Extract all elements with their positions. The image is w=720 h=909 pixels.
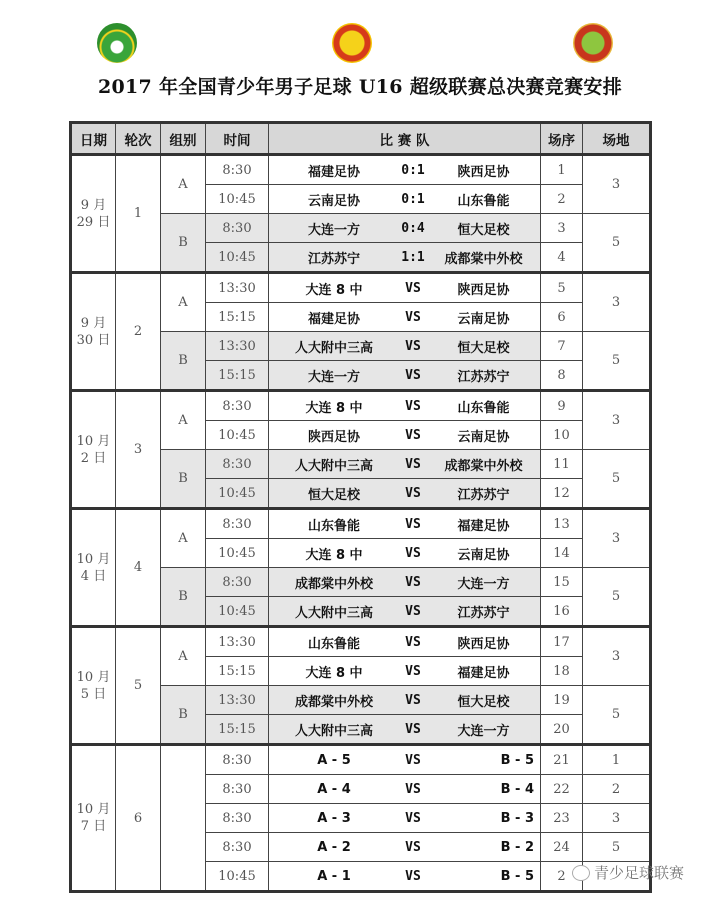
- match-seq-cell: 20: [541, 715, 583, 745]
- match-seq-cell: 2: [541, 185, 583, 214]
- date-month: 10 月: [76, 433, 111, 449]
- match-seq-cell: 17: [541, 627, 583, 657]
- matchup: [269, 450, 540, 478]
- group-cell: B: [161, 214, 206, 273]
- away-team: 恒大足校: [457, 694, 510, 710]
- round-cell: 2: [116, 273, 161, 391]
- match-seq-cell: 21: [541, 745, 583, 775]
- sports-bureau-logo: [332, 23, 372, 63]
- date-day: 4 日: [80, 568, 107, 584]
- teams-cell: [269, 361, 541, 391]
- away-team: B - 4: [500, 781, 534, 797]
- score-or-vs: VS: [405, 367, 421, 383]
- header-time: 时间: [206, 123, 269, 155]
- score-or-vs: VS: [405, 868, 421, 884]
- matchup: [269, 628, 540, 656]
- score-or-vs: VS: [405, 309, 421, 325]
- time-cell: 13:30: [206, 273, 269, 303]
- home-team: 人大附中三高: [294, 458, 373, 474]
- away-team: 恒大足校: [457, 222, 510, 238]
- score-or-vs: 1:1: [401, 249, 425, 265]
- home-team: 人大附中三高: [294, 340, 373, 356]
- matchup: [269, 214, 540, 242]
- watermark-text: 青少足球联赛: [594, 864, 685, 882]
- score-or-vs: VS: [405, 721, 421, 737]
- match-seq-cell: 16: [541, 597, 583, 627]
- away-team: 江苏苏宁: [457, 369, 510, 385]
- match-seq-cell: 2: [541, 862, 583, 892]
- home-team: 福建足协: [307, 164, 360, 180]
- round-cell: 3: [116, 391, 161, 509]
- away-team: 大连一方: [457, 723, 510, 739]
- venue-cell: 3: [583, 273, 651, 332]
- date-day: 7 日: [80, 819, 107, 834]
- score-or-vs: 0:4: [401, 220, 425, 236]
- teams-cell: [269, 421, 541, 450]
- teams-cell: [269, 833, 541, 862]
- matchup: [269, 156, 540, 184]
- group-cell: A: [161, 391, 206, 450]
- matchup: [269, 510, 540, 538]
- score-or-vs: VS: [405, 545, 421, 561]
- match-seq-cell: 6: [541, 303, 583, 332]
- match-seq-cell: 22: [541, 775, 583, 804]
- round-cell: 1: [116, 155, 161, 273]
- matchup: [269, 657, 540, 685]
- date-day: 29 日: [76, 214, 111, 230]
- match-seq-cell: 23: [541, 804, 583, 833]
- away-team: 恒大足校: [457, 340, 510, 356]
- match-seq-cell: 18: [541, 657, 583, 686]
- time-cell: 10:45: [206, 243, 269, 273]
- time-cell: 13:30: [206, 627, 269, 657]
- away-team: 云南足协: [457, 311, 510, 327]
- venue-cell: 5: [583, 686, 651, 745]
- home-team: 大连一方: [307, 222, 360, 238]
- teams-cell: [269, 804, 541, 833]
- away-team: 成都棠中外校: [444, 251, 523, 267]
- matchup: [269, 332, 540, 360]
- home-team: 人大附中三高: [294, 605, 373, 621]
- time-cell: 8:30: [206, 391, 269, 421]
- match-seq-cell: 4: [541, 243, 583, 273]
- date-day: 30 日: [76, 332, 111, 348]
- teams-cell: [269, 391, 541, 421]
- away-team: B - 2: [500, 839, 534, 855]
- time-cell: 15:15: [206, 303, 269, 332]
- table-row: [71, 745, 651, 775]
- group-cell: [161, 745, 206, 892]
- header-group: 组别: [161, 123, 206, 155]
- venue-cell: 5: [583, 332, 651, 391]
- away-team: 江苏苏宁: [457, 487, 510, 503]
- home-team: 成都棠中外校: [294, 694, 373, 710]
- date-day: 5 日: [80, 686, 107, 702]
- match-seq-cell: 24: [541, 833, 583, 862]
- teams-cell: [269, 450, 541, 479]
- match-seq-cell: 9: [541, 391, 583, 421]
- time-cell: 10:45: [206, 597, 269, 627]
- table-row: [71, 155, 651, 185]
- time-cell: 8:30: [206, 568, 269, 597]
- time-cell: 8:30: [206, 804, 269, 833]
- home-team: 人大附中三高: [294, 723, 373, 739]
- page-title: 2017 年全国青少年男子足球 U16 超级联赛总决赛竞赛安排: [97, 76, 623, 98]
- date-cell: [71, 273, 116, 391]
- matchup: [269, 597, 540, 625]
- header-date: 日期: [71, 123, 116, 155]
- date-month: 10 月: [76, 669, 111, 685]
- time-cell: 10:45: [206, 185, 269, 214]
- score-or-vs: VS: [405, 427, 421, 443]
- teams-cell: [269, 332, 541, 361]
- time-cell: 8:30: [206, 450, 269, 479]
- score-or-vs: VS: [405, 603, 421, 619]
- time-cell: 8:30: [206, 745, 269, 775]
- score-or-vs: VS: [405, 839, 421, 855]
- home-team: 山东鲁能: [307, 636, 360, 652]
- date-month: 9 月: [80, 197, 107, 213]
- venue-cell: 5: [583, 214, 651, 273]
- home-team: 山东鲁能: [307, 518, 360, 534]
- match-seq-cell: 13: [541, 509, 583, 539]
- group-cell: A: [161, 627, 206, 686]
- table-row: [71, 509, 651, 539]
- match-seq-cell: 19: [541, 686, 583, 715]
- home-team: 大连 8 中: [305, 665, 363, 681]
- score-or-vs: VS: [405, 663, 421, 679]
- score-or-vs: 0:1: [401, 191, 425, 207]
- away-team: 大连一方: [457, 576, 510, 592]
- away-team: 陕西足协: [457, 282, 510, 298]
- time-cell: 15:15: [206, 657, 269, 686]
- matchup: [269, 775, 540, 803]
- match-seq-cell: 12: [541, 479, 583, 509]
- away-team: 江苏苏宁: [457, 605, 510, 621]
- teams-cell: [269, 185, 541, 214]
- teams-cell: [269, 479, 541, 509]
- home-team: 恒大足校: [307, 487, 360, 503]
- venue-cell: 3: [583, 509, 651, 568]
- teams-cell: [269, 214, 541, 243]
- header-match-seq: 场序: [541, 123, 583, 155]
- time-cell: 8:30: [206, 509, 269, 539]
- matchup: [269, 539, 540, 567]
- time-cell: 15:15: [206, 715, 269, 745]
- teams-cell: [269, 303, 541, 332]
- home-team: A - 1: [317, 868, 351, 884]
- date-month: 9 月: [80, 315, 107, 331]
- schedule-table: [69, 121, 652, 893]
- date-cell: [71, 745, 116, 892]
- matchup: [269, 479, 540, 507]
- home-team: 大连一方: [307, 369, 360, 385]
- venue-cell: 5: [583, 833, 651, 862]
- header-row: [71, 123, 651, 155]
- date-cell: [71, 627, 116, 745]
- group-cell: B: [161, 332, 206, 391]
- matchup: [269, 421, 540, 449]
- away-team: 云南足协: [457, 429, 510, 445]
- home-team: A - 5: [317, 752, 351, 768]
- round-cell: 4: [116, 509, 161, 627]
- away-team: 山东鲁能: [457, 400, 510, 416]
- round-cell: 6: [116, 745, 161, 892]
- group-cell: B: [161, 686, 206, 745]
- venue-cell: 3: [583, 391, 651, 450]
- header-round: 轮次: [116, 123, 161, 155]
- home-team: A - 4: [317, 781, 351, 797]
- score-or-vs: VS: [405, 781, 421, 797]
- time-cell: 8:30: [206, 214, 269, 243]
- home-team: 福建足协: [307, 311, 360, 327]
- teams-cell: [269, 862, 541, 892]
- matchup: [269, 243, 540, 271]
- matchup: [269, 715, 540, 743]
- home-team: 江苏苏宁: [307, 251, 360, 267]
- away-team: B - 5: [500, 752, 534, 768]
- youth-league-logo: [573, 23, 613, 63]
- match-seq-cell: 14: [541, 539, 583, 568]
- home-team: 大连 8 中: [305, 282, 363, 298]
- football-association-logo: [97, 23, 137, 63]
- score-or-vs: VS: [405, 485, 421, 501]
- group-cell: B: [161, 568, 206, 627]
- matchup: [269, 804, 540, 832]
- away-team: 福建足协: [457, 518, 510, 534]
- away-team: B - 5: [500, 868, 534, 884]
- away-team: 福建足协: [457, 665, 510, 681]
- table-row: [71, 391, 651, 421]
- match-seq-cell: 5: [541, 273, 583, 303]
- away-team: 陕西足协: [457, 164, 510, 180]
- match-seq-cell: 8: [541, 361, 583, 391]
- away-team: 陕西足协: [457, 636, 510, 652]
- match-seq-cell: 7: [541, 332, 583, 361]
- matchup: [269, 833, 540, 861]
- date-month: 10 月: [76, 551, 111, 567]
- venue-cell: 1: [583, 745, 651, 775]
- teams-cell: [269, 597, 541, 627]
- teams-cell: [269, 539, 541, 568]
- match-seq-cell: 1: [541, 155, 583, 185]
- home-team: 陕西足协: [307, 429, 360, 445]
- teams-cell: [269, 155, 541, 185]
- matchup: [269, 568, 540, 596]
- home-team: 云南足协: [307, 193, 360, 209]
- match-seq-cell: 11: [541, 450, 583, 479]
- score-or-vs: VS: [405, 752, 421, 768]
- matchup: [269, 746, 540, 774]
- score-or-vs: VS: [405, 338, 421, 354]
- teams-cell: [269, 657, 541, 686]
- teams-cell: [269, 715, 541, 745]
- home-team: A - 2: [317, 839, 351, 855]
- home-team: 成都棠中外校: [294, 576, 373, 592]
- match-seq-cell: 10: [541, 421, 583, 450]
- match-seq-cell: 3: [541, 214, 583, 243]
- match-seq-cell: 15: [541, 568, 583, 597]
- date-cell: [71, 155, 116, 273]
- teams-cell: [269, 243, 541, 273]
- matchup: [269, 274, 540, 302]
- table-row: [71, 627, 651, 657]
- matchup: [269, 185, 540, 213]
- score-or-vs: VS: [405, 634, 421, 650]
- score-or-vs: VS: [405, 810, 421, 826]
- home-team: A - 3: [317, 810, 351, 826]
- score-or-vs: VS: [405, 398, 421, 414]
- teams-cell: [269, 627, 541, 657]
- teams-cell: [269, 686, 541, 715]
- away-team: B - 3: [500, 810, 534, 826]
- header-venue: 场地: [583, 123, 651, 155]
- time-cell: 10:45: [206, 479, 269, 509]
- group-cell: A: [161, 155, 206, 214]
- watermark: [572, 862, 684, 883]
- score-or-vs: VS: [405, 692, 421, 708]
- matchup: [269, 303, 540, 331]
- venue-cell: 5: [583, 568, 651, 627]
- header-teams: 比 赛 队: [269, 123, 541, 155]
- score-or-vs: VS: [405, 574, 421, 590]
- round-cell: 5: [116, 627, 161, 745]
- score-or-vs: VS: [405, 456, 421, 472]
- time-cell: 13:30: [206, 332, 269, 361]
- venue-cell: 5: [583, 450, 651, 509]
- time-cell: 13:30: [206, 686, 269, 715]
- teams-cell: [269, 568, 541, 597]
- venue-cell: 3: [583, 804, 651, 833]
- matchup: [269, 862, 540, 890]
- time-cell: 10:45: [206, 862, 269, 892]
- time-cell: 8:30: [206, 775, 269, 804]
- time-cell: 8:30: [206, 155, 269, 185]
- time-cell: 10:45: [206, 421, 269, 450]
- teams-cell: [269, 509, 541, 539]
- time-cell: 15:15: [206, 361, 269, 391]
- table-row: [71, 273, 651, 303]
- date-cell: [71, 391, 116, 509]
- group-cell: B: [161, 450, 206, 509]
- venue-cell: 2: [583, 775, 651, 804]
- home-team: 大连 8 中: [305, 400, 363, 416]
- away-team: 山东鲁能: [457, 193, 510, 209]
- venue-cell: 3: [583, 155, 651, 214]
- teams-cell: [269, 273, 541, 303]
- score-or-vs: 0:1: [401, 162, 425, 178]
- venue-cell: 3: [583, 627, 651, 686]
- matchup: [269, 686, 540, 714]
- date-cell: [71, 509, 116, 627]
- matchup: [269, 361, 540, 389]
- teams-cell: [269, 745, 541, 775]
- matchup: [269, 392, 540, 420]
- teams-cell: [269, 775, 541, 804]
- group-cell: A: [161, 509, 206, 568]
- score-or-vs: VS: [405, 280, 421, 296]
- away-team: 成都棠中外校: [444, 458, 523, 474]
- away-team: 云南足协: [457, 547, 510, 563]
- score-or-vs: VS: [405, 516, 421, 532]
- group-cell: A: [161, 273, 206, 332]
- home-team: 大连 8 中: [305, 547, 363, 563]
- time-cell: 8:30: [206, 833, 269, 862]
- time-cell: 10:45: [206, 539, 269, 568]
- date-month: 10 月: [76, 802, 111, 817]
- wechat-icon: [572, 865, 590, 881]
- date-day: 2 日: [80, 450, 107, 466]
